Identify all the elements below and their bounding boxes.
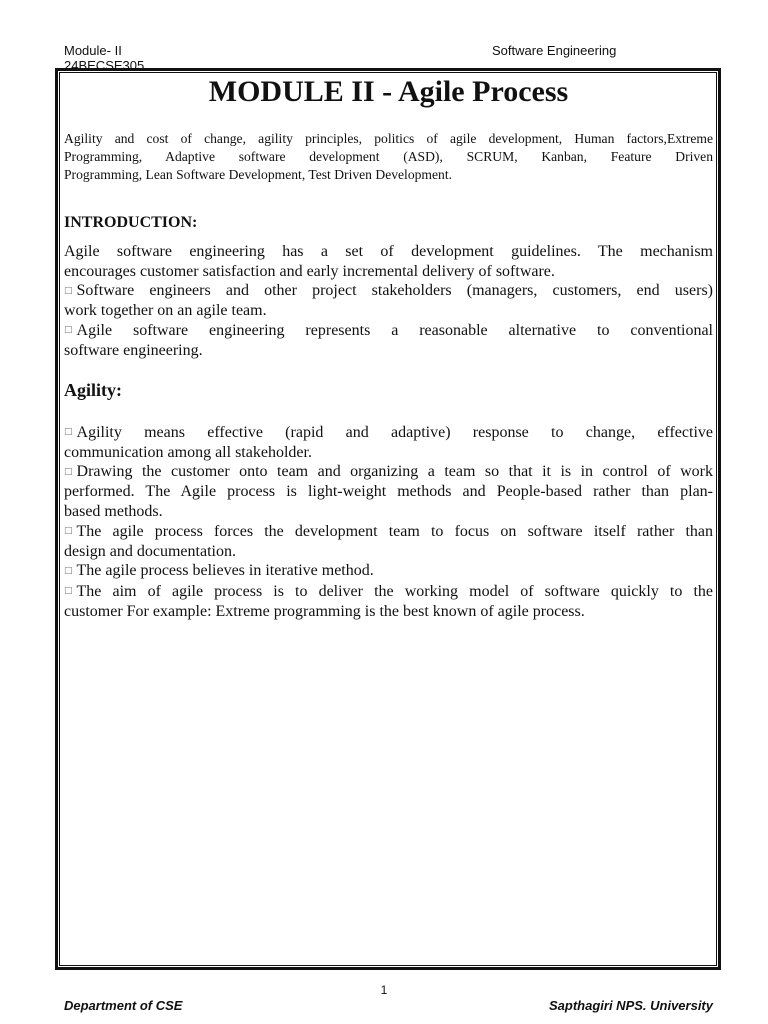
page-title: MODULE II - Agile Process [208,75,569,108]
intro-line: encourages customer satisfaction and early incremental delivery of software. [64,262,555,280]
bullet-icon: □ [64,586,73,597]
topics-summary [64,130,713,184]
intro-line: software engineering. [64,342,203,360]
bullet-icon: □ [64,325,73,336]
agility-heading: Agility: [64,379,122,400]
summary-line: Agility and cost of change, agility principles, politics of agile development, Human factors,Extreme [64,131,713,146]
page-content [64,74,713,621]
bullet-icon: □ [64,526,73,537]
agility-line: communication among all stakeholder. [64,443,312,461]
agility-bullet-line: □ Drawing the customer onto team and organizing a team so that it is in control of work [64,462,713,482]
agility-line: based methods. [64,503,163,521]
header-module: Module- II [64,43,122,58]
introduction-text [64,242,713,361]
footer-department: Department of CSE [64,998,183,1013]
agility-bullet-line: □ The agile process forces the development team to focus on software itself rather than [64,522,713,542]
intro-line: work together on an agile team. [64,302,267,320]
agility-bullet-line: □ The aim of agile process is to deliver the working model of software quickly to the [64,582,713,602]
bullet-icon: □ [64,285,73,296]
agility-line: design and documentation. [64,542,236,560]
summary-line: Programming, Lean Software Development, Test Driven Development. [64,167,453,182]
agility-line: customer For example: Extreme programming is the best known of agile process. [64,602,585,620]
agility-text [64,423,713,622]
intro-line: Agile software engineering has a set of development guidelines. The mechanism [64,243,713,260]
footer-university: Sapthagiri NPS. University [549,998,713,1013]
header-course-code: 24BECSE305 [64,58,145,69]
agility-bullet-line: □ Agility means effective (rapid and adaptive) response to change, effective [64,423,713,443]
intro-bullet-line: □ Agile software engineering represents a reasonable alternative to conventional [64,321,713,341]
header-subject: Software Engineering [492,43,617,58]
agility-bullet-line: □ The agile process believes in iterative method. [64,561,713,581]
summary-line: Programming, Adaptive software development (ASD), SCRUM, Kanban, Feature Driven [64,149,713,164]
bullet-icon: □ [64,565,73,576]
page-number: 1 [380,983,388,997]
introduction-heading: INTRODUCTION: [64,214,198,231]
bullet-icon: □ [64,466,73,477]
agility-line: performed. The Agile process is light-weight methods and People-based rather than plan- [64,483,713,501]
bullet-icon: □ [64,427,73,438]
intro-bullet-line: □ Software engineers and other project stakeholders (managers, customers, end users) [64,281,713,301]
